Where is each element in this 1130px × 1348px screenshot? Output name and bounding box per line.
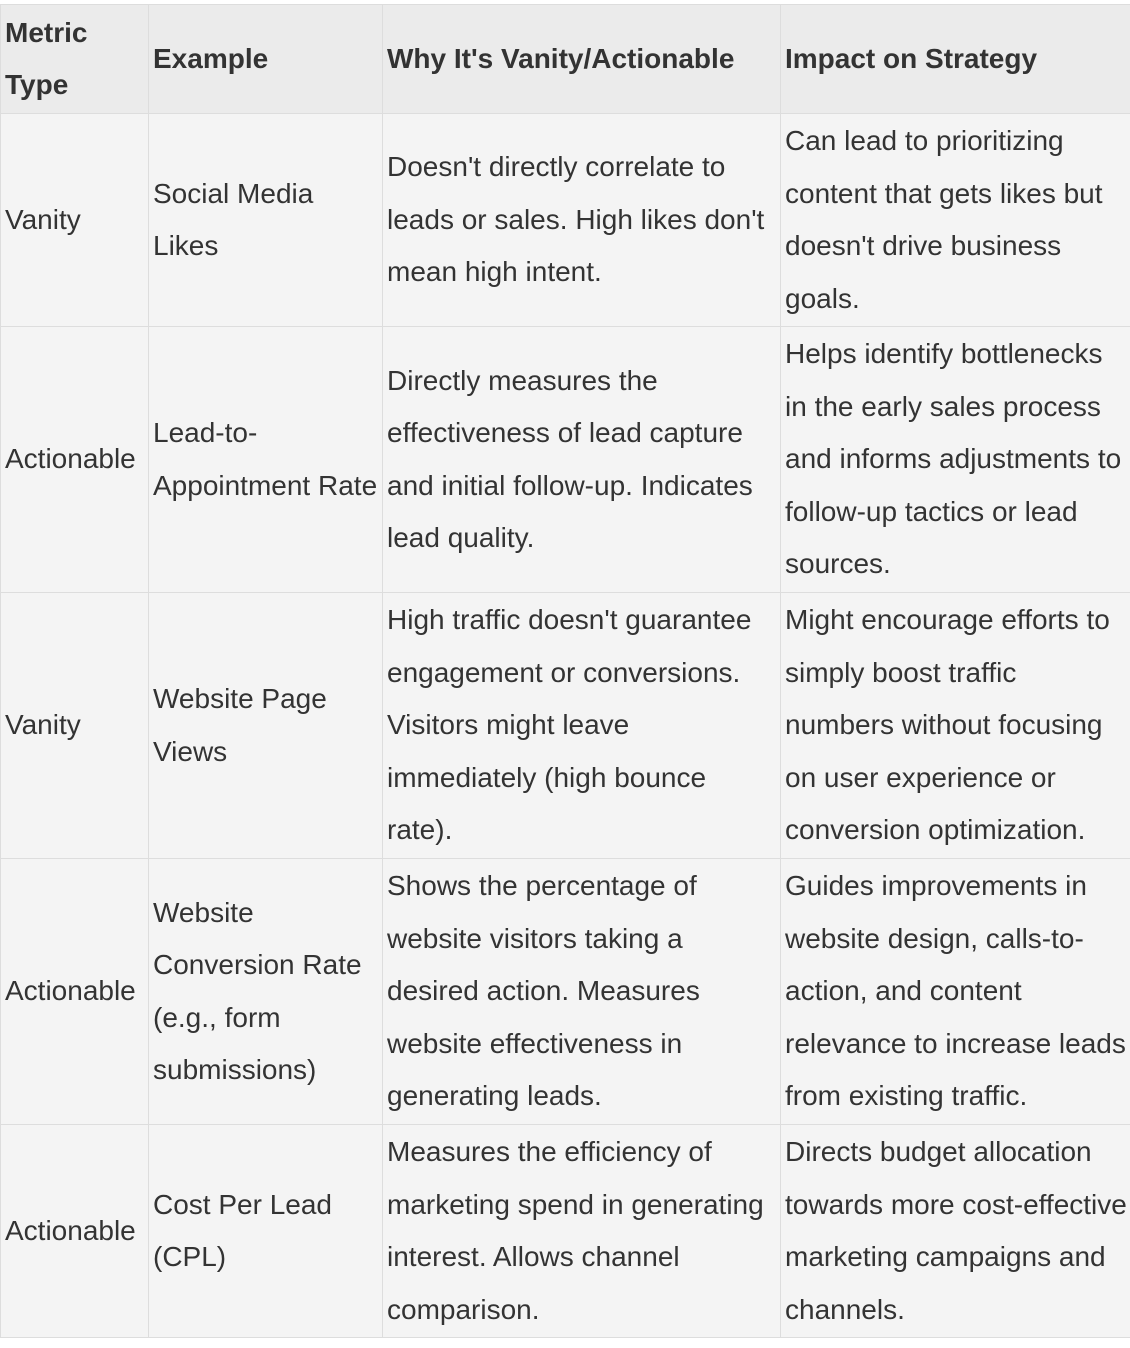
cell-example: Lead-to-Appointment Rate <box>149 327 383 593</box>
cell-why: High traffic doesn't guarantee engagement or conversions. Visitors might leave immediately (high bounce rate). <box>383 593 781 859</box>
table-row <box>1 327 1130 593</box>
cell-example: Website Page Views <box>149 593 383 859</box>
cell-example: Website Conversion Rate (e.g., form submissions) <box>149 859 383 1125</box>
cell-why: Doesn't directly correlate to leads or sales. High likes don't mean high intent. <box>383 114 781 327</box>
header-example: Example <box>149 5 383 114</box>
cell-metric-type: Vanity <box>1 114 149 327</box>
cell-metric-type: Actionable <box>1 859 149 1125</box>
cell-example: Cost Per Lead (CPL) <box>149 1125 383 1338</box>
cell-impact: Might encourage efforts to simply boost traffic numbers without focusing on user experience or conversion optimization. <box>781 593 1130 859</box>
header-impact: Impact on Strategy <box>781 5 1130 114</box>
cell-metric-type: Actionable <box>1 327 149 593</box>
cell-metric-type: Actionable <box>1 1125 149 1338</box>
cell-impact: Guides improvements in website design, calls-to-action, and content relevance to increase leads from existing traffic. <box>781 859 1130 1125</box>
header-metric-type: Metric Type <box>1 5 149 114</box>
table-row <box>1 593 1130 859</box>
table-row <box>1 114 1130 327</box>
cell-why: Shows the percentage of website visitors taking a desired action. Measures website effectiveness in generating leads. <box>383 859 781 1125</box>
table-row <box>1 859 1130 1125</box>
cell-metric-type: Vanity <box>1 593 149 859</box>
cell-impact: Can lead to prioritizing content that gets likes but doesn't drive business goals. <box>781 114 1130 327</box>
cell-impact: Helps identify bottlenecks in the early sales process and informs adjustments to follow-up tactics or lead sources. <box>781 327 1130 593</box>
header-why: Why It's Vanity/Actionable <box>383 5 781 114</box>
table-row <box>1 1125 1130 1338</box>
table-header-row <box>1 5 1130 114</box>
metrics-table <box>0 4 1130 1338</box>
cell-impact: Directs budget allocation towards more cost-effective marketing campaigns and channels. <box>781 1125 1130 1338</box>
cell-why: Measures the efficiency of marketing spend in generating interest. Allows channel comparison. <box>383 1125 781 1338</box>
cell-why: Directly measures the effectiveness of lead capture and initial follow-up. Indicates lead quality. <box>383 327 781 593</box>
cell-example: Social Media Likes <box>149 114 383 327</box>
